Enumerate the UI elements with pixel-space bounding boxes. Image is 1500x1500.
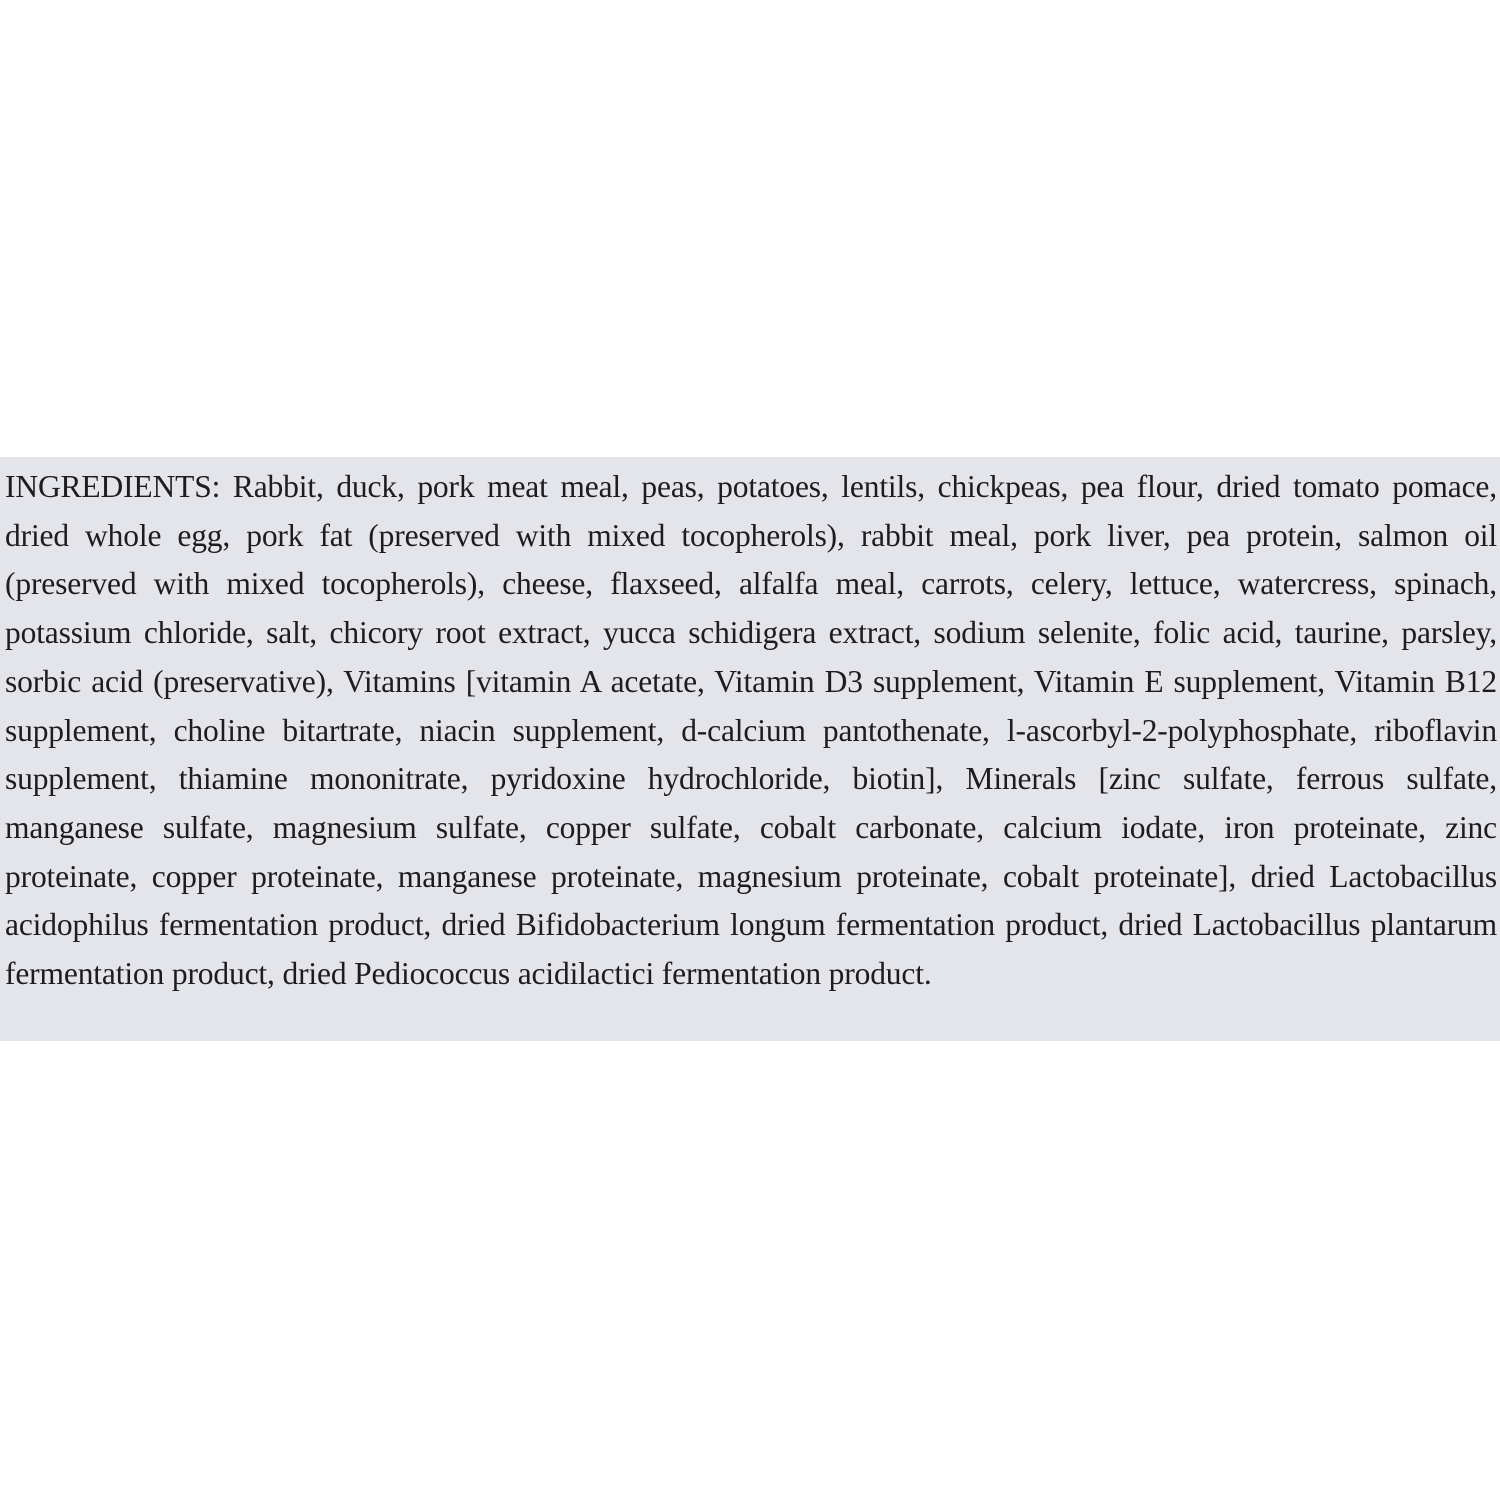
ingredients-paragraph [5,463,1497,999]
ingredients-list: Rabbit, duck, pork meat meal, peas, potatoes, lentils, chickpeas, pea flour, dried tomato pomace, dried whole egg, pork fat (preserved with mixed tocopherols), rabbit meal, pork liver, pea protein, salmon oil (preserved with mixed tocopherols), cheese, flaxseed, alfalfa meal, carrots, celery, lettuce, watercress, spinach, potassium chloride, salt, chicory root extract, yucca schidigera extract, sodium selenite, folic acid, taurine, parsley, sorbic acid (preservative), Vitamins [vitamin A acetate, Vitamin D3 supplement, Vitamin E supplement, Vitamin B12 supplement, choline bitartrate, niacin supplement, d-calcium pantothenate, l-ascorbyl-2-polyphosphate, riboflavin supplement, thiamine mononitrate, pyridoxine hydrochloride, biotin], Minerals [zinc sulfate, ferrous sulfate, manganese sulfate, magnesium sulfate, copper sulfate, cobalt carbonate, calcium iodate, iron proteinate, zinc proteinate, copper proteinate, manganese proteinate, magnesium proteinate, cobalt proteinate], dried Lactobacillus acidophilus fermentation product, dried Bifidobacterium longum fermentation product, dried Lactobacillus plantarum fermentation product, dried Pediococcus acidilactici fermentation product. [5,469,1497,992]
ingredients-panel [0,457,1500,1041]
ingredients-heading: INGREDIENTS: [5,469,221,504]
